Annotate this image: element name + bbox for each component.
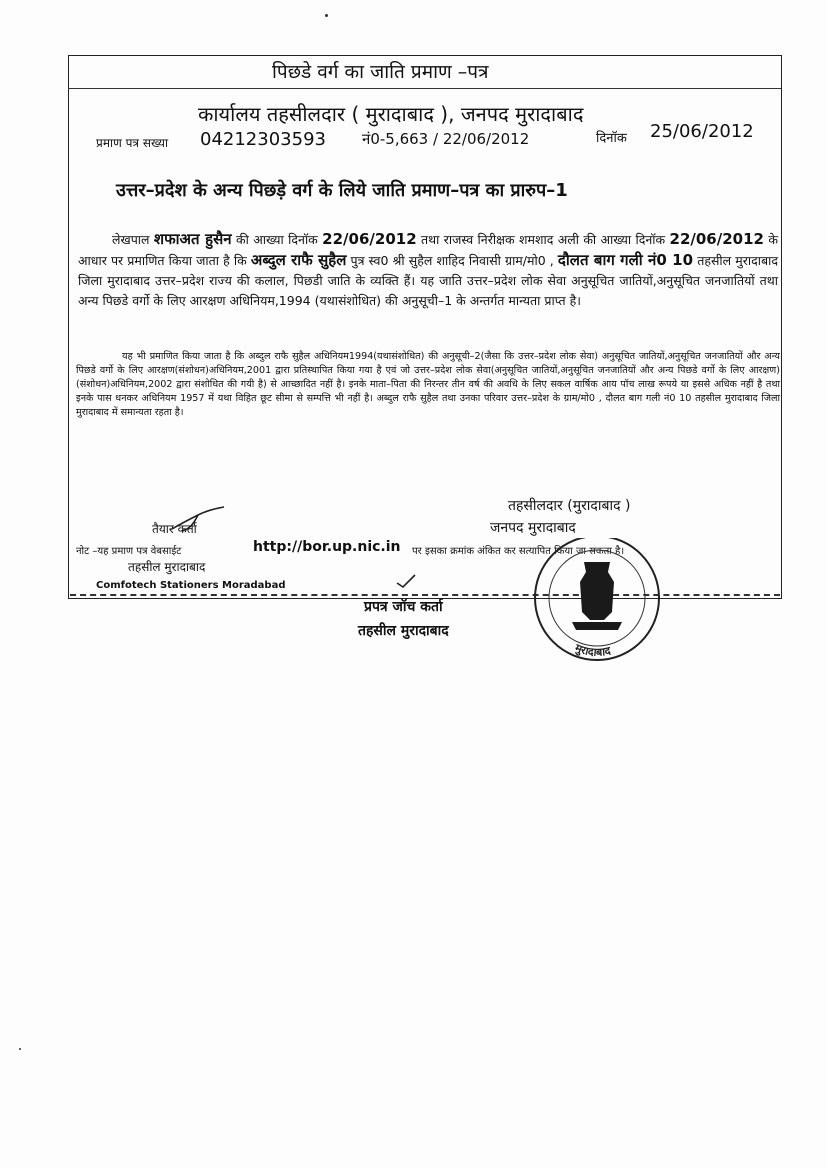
office-heading: कार्यालय तहसीलदार ( मुरादाबाद ), जनपद मुरादाबाद bbox=[198, 102, 584, 126]
format-title: उत्तर–प्रदेश के अन्य पिछड़े वर्ग के लिये जाति प्रमाण–पत्र का प्रारुप–1 bbox=[116, 180, 568, 201]
lekhpal-name: शफाअत हुसैन bbox=[153, 230, 232, 248]
certificate-title: पिछडे वर्ग का जाति प्रमाण –पत्र bbox=[272, 61, 489, 83]
para-text: तथा राजस्व निरीक्षक शमशाद अली की आख्या दिनॉक bbox=[421, 232, 666, 247]
speck bbox=[325, 14, 328, 17]
para-text: की आख्या दिनॉक bbox=[235, 232, 318, 247]
certification-paragraph bbox=[78, 229, 778, 311]
checker-label: प्रपत्र जॉच कर्ता bbox=[364, 599, 443, 615]
date-label: दिनॉक bbox=[596, 131, 627, 146]
speck bbox=[19, 1048, 21, 1050]
title-divider bbox=[68, 88, 781, 89]
stationer-name: Comfotech Stationers Moradabad bbox=[96, 580, 286, 591]
checker-tehsil: तहसील मुरादाबाद bbox=[358, 623, 449, 639]
issue-date: 25/06/2012 bbox=[650, 121, 754, 142]
report-date-1: 22/06/2012 bbox=[322, 230, 417, 248]
address: दौलत बाग गली नं0 10 bbox=[557, 251, 694, 269]
para-text: पुत्र स्व0 श्री सुहैल शाहिद निवासी ग्राम/मो0 , bbox=[350, 253, 554, 268]
bottom-dashed-rule bbox=[70, 594, 780, 596]
verification-url[interactable]: http://bor.up.nic.in bbox=[253, 539, 401, 555]
tehsildar-signature-line: तहसीलदार (मुरादाबाद ) bbox=[508, 498, 631, 514]
prepared-by-tehsil: तहसील मुरादाबाद bbox=[128, 560, 206, 574]
income-certification-paragraph: यह भी प्रमाणित किया जाता है कि अब्दुल राफै सुहैल अधिनियम1994(यथासंशोधित) की अनुसूची–2(जैसा कि उत्तर–प्रदेश लोक सेवा) अनुसूचित जातियों,अनुसूचित जनजातियों और अन्य पिछडे वर्गो के लिए आरक्षण(संशोधन)अधिनियम,2001 द्वारा प्रतिस्थापित किया गया है एवं जो उत्तर–प्रदेश लोक सेवा(अनुसूचित जातियों,अनुसूचित जनजातियों और अन्य पिछडे वर्गो के लिए आरक्षण)(संशोधन)अधिनियम,2002 द्वारा संशोधित की गयी है) से आच्छादित नहीं है। इनके माता–पिता की निरन्तर तीन वर्ष की अवधि के लिए सकल वार्षिक आय पॉच लाख रूपये या इससे अधिक नहीं है तथा इनके पास धनकर अधिनियम 1957 में यथा विहित छूट सीमा से सम्पत्ति भी नहीं है। अब्दुल राफै सुहैल तथा उनका परिवार उत्तर–प्रदेश के ग्राम/मो0 , दौलत बाग गली नं0 10 तहसील मुरादाबाद जिला मुरादाबाद में समान्यता रहता है। bbox=[76, 351, 780, 418]
para-text: तहसील मुरादाबाद जिला मुरादाबाद उत्तर–प्रदेश राज्य की कलाल, पिछडी जाति के व्यक्ति हैं। यह जाति उत्तर–प्रदेश लोक सेवा अनुसूचित जातियों,अनुसूचित जनजातियों तथा अन्य पिछडे वर्गो के लिए आरक्षण अधिनियम,1994 (यथासंशोधित) की अनुसूची–1 के अन्तर्गत मान्यता प्राप्त है। bbox=[78, 253, 778, 308]
para-text: के आधार पर प्रमाणित किया जाता है कि bbox=[78, 232, 778, 268]
verification-note: नोट –यह प्रमाण पत्र वेबसाईट bbox=[76, 546, 182, 557]
prepared-by-label: तैयार कर्ता bbox=[152, 522, 197, 536]
certificate-number-label: प्रमाण पत्र सख्या bbox=[96, 136, 169, 150]
seal-text: मुरादाबाद bbox=[573, 641, 612, 659]
certificate-number: 04212303593 bbox=[200, 129, 326, 150]
check-mark-icon bbox=[395, 573, 417, 589]
person-name: अब्दुल राफै सुहैल bbox=[250, 251, 347, 269]
district-signature-line: जनपद मुरादाबाद bbox=[490, 520, 576, 536]
para-text: लेखपाल bbox=[112, 232, 150, 247]
reference-number: नं0-5,663 / 22/06/2012 bbox=[362, 130, 530, 148]
verification-note-end: पर इसका क्रमांक अंकित कर सत्यापित किया जा सकता है। bbox=[412, 546, 625, 557]
report-date-2: 22/06/2012 bbox=[669, 230, 764, 248]
official-seal-icon bbox=[522, 538, 672, 664]
